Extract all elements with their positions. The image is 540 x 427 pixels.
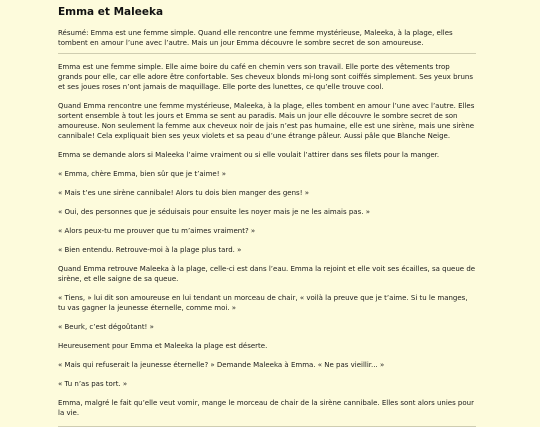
story-body xyxy=(58,62,476,418)
paragraph: Heureusement pour Emma et Maleeka la plage est déserte. xyxy=(58,342,268,350)
dialogue-line: « Tu n’as pas tort. » xyxy=(58,380,128,388)
dialogue-line: « Mais t’es une sirène cannibale! Alors tu dois bien manger des gens! » xyxy=(58,189,310,197)
dialogue-line: « Emma, chère Emma, bien sûr que je t’aime! » xyxy=(58,170,227,178)
divider-top xyxy=(58,53,476,54)
story-title: Emma et Maleeka xyxy=(58,6,164,18)
dialogue-line: « Oui, des personnes que je séduisais pour ensuite les noyer mais je ne les aimais pas. » xyxy=(58,208,370,216)
dialogue-line: « Tiens, » lui dit son amoureuse en lui tendant un morceau de chair, « voilà la preuve que je t’aime. Si tu le manges, tu vas gagner la jeunesse éternelle, comme moi. » xyxy=(58,294,468,312)
paragraph: Emma est une femme simple. Elle aime boire du café en chemin vers son travail. Elle porte des vêtements trop grands pour elle, car elle adore être confortable. Ses cheveux blonds mi-long sont coiffés simplement. Ses yeux bruns et ses joues roses n’ont jamais de maquillage. Elle porte des lunettes, ce qu’elle trouve cool. xyxy=(58,63,474,91)
story-summary: Résumé: Emma est une femme simple. Quand elle rencontre une femme mystérieuse, Maleeka, à la plage, elles tombent en amour l’une avec l’autre. Mais un jour Emma découvre le sombre secret de son amoureuse. xyxy=(58,29,453,47)
paragraph: Emma se demande alors si Maleeka l’aime vraiment ou si elle voulait l’attirer dans ses filets pour la manger. xyxy=(58,151,440,159)
paragraph: Quand Emma rencontre une femme mystérieuse, Maleeka, à la plage, elles tombent en amour l’une avec l’autre. Elles sortent ensemble à tout les jours et Emma se sent au paradis. Mais un jour elle découvre le sombre secret de son amoureuse. Non seulement la femme aux cheveux noir de jais n’est pas humaine, elle est une sirène, mais une sirène cannibale! Cela expliquait bien ses yeux violets et sa peau d’une étrange pâleur. Aussi pâle que Blanche Neige. xyxy=(58,102,475,140)
dialogue-line: « Bien entendu. Retrouve-moi à la plage plus tard. » xyxy=(58,246,242,254)
dialogue-line: « Beurk, c’est dégoûtant! » xyxy=(58,323,154,331)
dialogue-line: « Mais qui refuserait la jeunesse éternelle? » Demande Maleeka à Emma. « Ne pas vieillir... » xyxy=(58,361,385,369)
paragraph: Emma, malgré le fait qu’elle veut vomir, mange le morceau de chair de la sirène cannibale. Elles sont alors unies pour la vie. xyxy=(58,399,474,417)
dialogue-line: « Alors peux-tu me prouver que tu m’aimes vraiment? » xyxy=(58,227,256,235)
paragraph: Quand Emma retrouve Maleeka à la plage, celle-ci est dans l’eau. Emma la rejoint et elle voit ses écailles, sa queue de sirène, et elle saigne de sa queue. xyxy=(58,265,476,283)
